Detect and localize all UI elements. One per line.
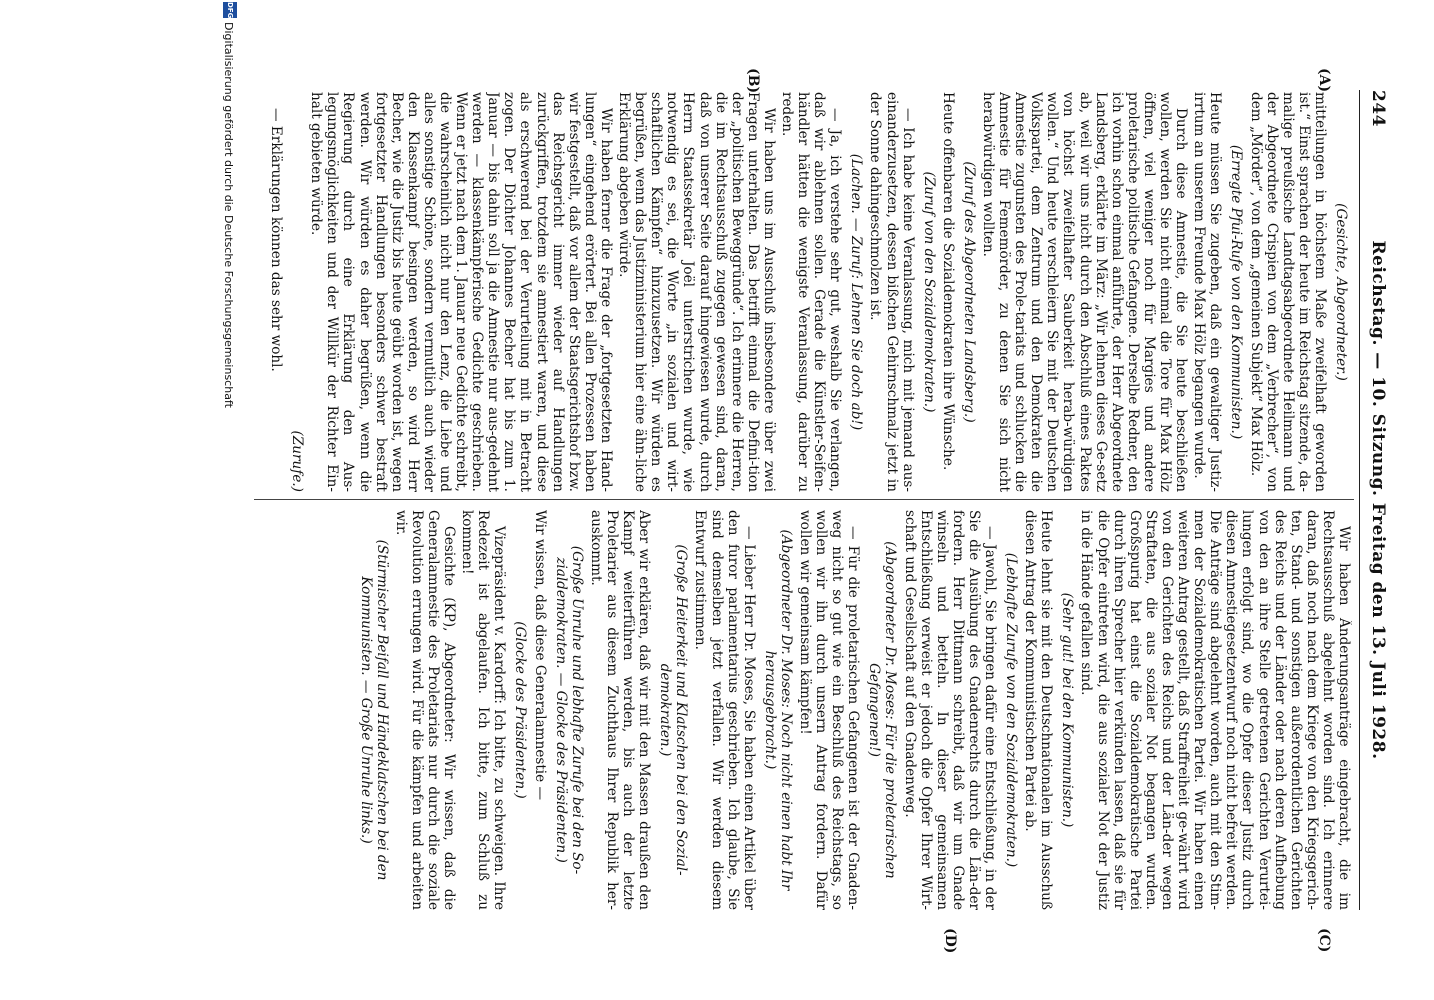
- paragraph: — Jawohl, Sie bringen dafür eine Entschließung, in der Sie die Ausübung des Gnadenrechts durch die Län-der fordern. Herr Dittmann schreibt, daß wir um Gnade winseln und betteln. In dieser gemeinsamen Entschließung verweist er jedoch die Opfer Ihrer Wirt-schaft und Gesellschaft auf den Gnadenweg.: [901, 510, 999, 910]
- paragraph: Heute müssen Sie zugeben, daß ein gewaltiger Justiz-irrtum an unserem Freunde Max Hölz begangen wurde.: [1191, 92, 1224, 492]
- margin-marker-c: (C): [1316, 928, 1332, 953]
- stage-direction: (Lachen. — Zuruf: Lehnen Sie doch ab!): [848, 153, 865, 431]
- running-header: [1358, 90, 1388, 910]
- stage-direction: (Abgeordneter Dr. Moses: Noch nicht einen habt Ihr herausgebracht.): [761, 529, 794, 891]
- stage-direction: (Erregte Pfui-Rufe von den Kommunisten.): [1228, 144, 1245, 440]
- paragraph: — Ja, ich verstehe sehr gut, weshalb Sie verlangen, daß wir ablehnen sollen. Gerade die Künstler-Seifen-händler hätten die wenigste Veranlassung, darüber zu reden.: [779, 92, 844, 492]
- paragraph: Wir haben ferner die Frage der „fortgesetzten Hand-lungen“ eingehend erörtert. Bei allen Prozessen haben wir festgestellt, daß vor allem der Staatsgerichtshof bzw. das Reichsgericht immer wieder auf Handlungen zurückgriffen, trotzdem sie amnestiert waren, und diese als erschwerend bei der Verurteilung mit in Betracht zogen. Der Dichter Johannes Becher hat bis zum 1. Januar — bis dahin soll ja die Amnestie nur aus-gedehnt werden — klassenkämpferische Gedichte geschrieben. Wenn er jetzt nach dem 1. Januar neue Gedichte schreibt, die wahrscheinlich nicht nur den Lenz, die Liebe und alles sonstige Schöne, sondern vermutlich auch wieder den Klassenkampf besingen werden, so wird Herr Becher, wie die Justiz bis heute geübt worden ist, wegen fortgesetzter Handlungen besonders schwer bestraft werden. Wir würden es daher begrüßen, wenn die Regierung durch eine Erklärung den Aus-legungsmöglichkeiten und der Willkür der Richter Ein-halt gebieten würde.: [308, 92, 614, 492]
- paragraph: mitteilungen in höchstem Maße zweifelhaft geworden ist.“ Einst sprachen der heute im Reichstag sitzende, da-malige preußische Landtagsabgeordnete Heilmann und der Abgeordnete Crispien von dem „Verbrecher“, von dem „Mörder“, von dem „gemeinen Subjekt“ Max Hölz.: [1247, 92, 1328, 492]
- paragraph: Heute lehnt sie mit den Deutschnationalen im Ausschuß diesen Antrag der Kommunistischen Partei ab.: [1022, 510, 1055, 910]
- stage-direction: (Stürmischer Beifall und Händeklatschen bei den Kommunisten. — Große Unruhe links.): [357, 539, 390, 881]
- margin-marker-b: (B): [745, 68, 761, 94]
- paragraph: Wir haben Änderungsanträge eingebracht, die im Rechtsausschuß abgelehnt worden sind. Ich erinnere daran, daß noch nach dem Kriege von den Kriegsgerich-ten, Stand- und sonstigen außerordentlichen Gerichten des Reichs und der Länder oder nach deren Aufhebung von den an ihre Stelle getretenen Gerichten Verurtei-lungen erfolgt sind, wo die Opfer dieser Justiz durch diesen Amnestiegesetzentwurf noch nicht befreit werden. Die Anträge sind abgelehnt worden, auch mit den Stim-men der Sozialdemokratischen Partei. Wir haben einen weiteren Antrag gestellt, daß Straffreiheit ge-währt wird von den Gerichten des Reichs und der Län-der wegen Straftaten, die aus sozialer Not begangen wurden. Großspurig hat einst die Sozialdemokratische Partei durch ihren Sprecher hier verkünden lassen, daß sie für die Opfer eintreten wird, die aus sozialer Not der Justiz in die Hände gefallen sind.: [1078, 510, 1352, 910]
- stage-direction: (Zuruf von den Sozialdemokraten.): [920, 171, 937, 413]
- stage-direction: (Glocke des Präsidenten.): [512, 621, 529, 799]
- paragraph: Vizepräsident v. Kardorff: Ich bitte, zu schweigen. Ihre Redezeit ist abgelaufen. Ich bitte, zum Schluß zu kommen!: [459, 510, 508, 910]
- credit-text: Digitalisierung gefördert durch die Deutsche Forschungsgemeinschaft: [222, 22, 235, 408]
- margin-marker-d: (D): [942, 928, 958, 954]
- paragraph: Aber wir erklären, daß wir mit den Massen draußen den Kampf weiterführen werden, bis auch der letzte Proletarier aus diesem Zuchthaus Ihrer Republik her-auskommt.: [587, 510, 653, 910]
- stage-direction: (Große Heiterkeit und Klatschen bei den Sozial-demokraten.): [657, 544, 690, 876]
- digitization-credit: [219, 0, 239, 1000]
- dfg-logo-icon: DFG: [223, 2, 237, 18]
- paragraph: Heute offenbaren die Sozialdemokraten ihre Wünsche.: [939, 92, 956, 471]
- page-number: 244: [1368, 90, 1388, 127]
- stage-direction: (Große Unruhe und lebhafte Zurufe bei den So-zialdemokraten. — Glocke des Präsidenten.): [552, 545, 585, 875]
- paragraph: Wir haben uns im Ausschuß insbesondere über zwei Fragen unterhalten. Das betrifft einmal die Defini-tion der „politischen Beweggründe“. Ich erinnere die Herren, die im Rechtsausschuß zugegen gewesen sind, daran, daß von unserer Seite darauf hingewiesen wurde, durch Herrn Staatssekretär Joël unterstrichen wurde, wie notwendig es sei, die Worte „in sozialen und wirt-schaftlichen Kämpfen“ hinzuzusetzen. Wir würden es begrüßen, wenn das Justizministerium hier eine ähn-liche Erklärung abgeben würde.: [616, 92, 777, 492]
- margin-marker-a: (A): [1316, 68, 1332, 93]
- page-title: Reichstag. — 10. Sitzung. Freitag den 13. Juli 1928.: [1368, 240, 1388, 760]
- paragraph: Wir wissen, daß diese Generalamnestie —: [531, 510, 548, 801]
- stage-direction: (Lebhafte Zurufe von den Sozialdemokraten.): [1003, 552, 1020, 868]
- stage-direction: (Sehr gut! bei den Kommunisten.): [1059, 592, 1076, 828]
- header-rule: [1359, 90, 1360, 910]
- paragraph: — Ich habe keine Veranlassung, mich mit jemand aus-einanderzusetzen, dessen bißchen Gehirnschmalz jetzt in der Sonne dahingeschmolzen ist.: [867, 92, 916, 492]
- document-page: [204, 0, 1434, 1000]
- paragraph: — Erklärungen können das sehr wohl.: [268, 108, 285, 372]
- paragraph: — Für die proletarischen Gefangenen ist der Gnaden-weg nicht so gut wie ein Beschluß des Reichstags, so wollen wir ihn durch unsern Antrag fordern. Dafür wollen wir gemeinsam kämpfen!: [797, 510, 862, 910]
- stage-direction: (Zuruf des Abgeordneten Landsberg.): [960, 161, 977, 423]
- paragraph: — Lieber Herr Dr. Moses, Sie haben einen Artikel über den furor parlamentarius geschrieben. Ich glaube, Sie sind demselben jetzt verfallen. Wir werden diesem Entwurf zustimmen.: [692, 510, 757, 910]
- stage-direction: (Abgeordneter Dr. Moses: Für die proletarischen Gefangenen!): [866, 541, 899, 879]
- left-text-column: [242, 92, 1352, 492]
- paragraph: Gesichte (KP), Abgeordneter: Wir wissen, daß die Generalamnestie des Proletariats nur durch die soziale Revolution errungen wird. Für die kämpfen und arbeiten wir.: [392, 510, 458, 910]
- stage-direction: (Zurufe.): [289, 430, 306, 492]
- paragraph: Durch diese Amnestie, die Sie heute beschließen wollen, werden Sie nicht einmal die Tore für Max Hölz öffnen, viel weniger noch für Margies und andere proletarische politische Gefangene. Derselbe Redner, den ich vorhin schon einmal anführte, der Herr Abgeordnete Landsberg, erklärte im März: „Wir lehnen dieses Ge-setz ab, weil wir uns nicht durch den Abschluß eines Paktes von höchst zweifelhafter Sauberkeit herab-würdigen wollen.“ Und heute verschleiern Sie mit der Deutschen Volkspartei, dem Zentrum und den Demokraten die Amnestie zugunsten des Prole-tariats und schlucken die Amnestie für Fememörder, zu denen Sie sich nicht herabwürdigen wollten.: [980, 92, 1190, 492]
- right-text-column: [242, 510, 1352, 910]
- stage-direction: (Gesichte, Abgeordneter.): [1333, 203, 1349, 381]
- column-divider: [254, 499, 1354, 500]
